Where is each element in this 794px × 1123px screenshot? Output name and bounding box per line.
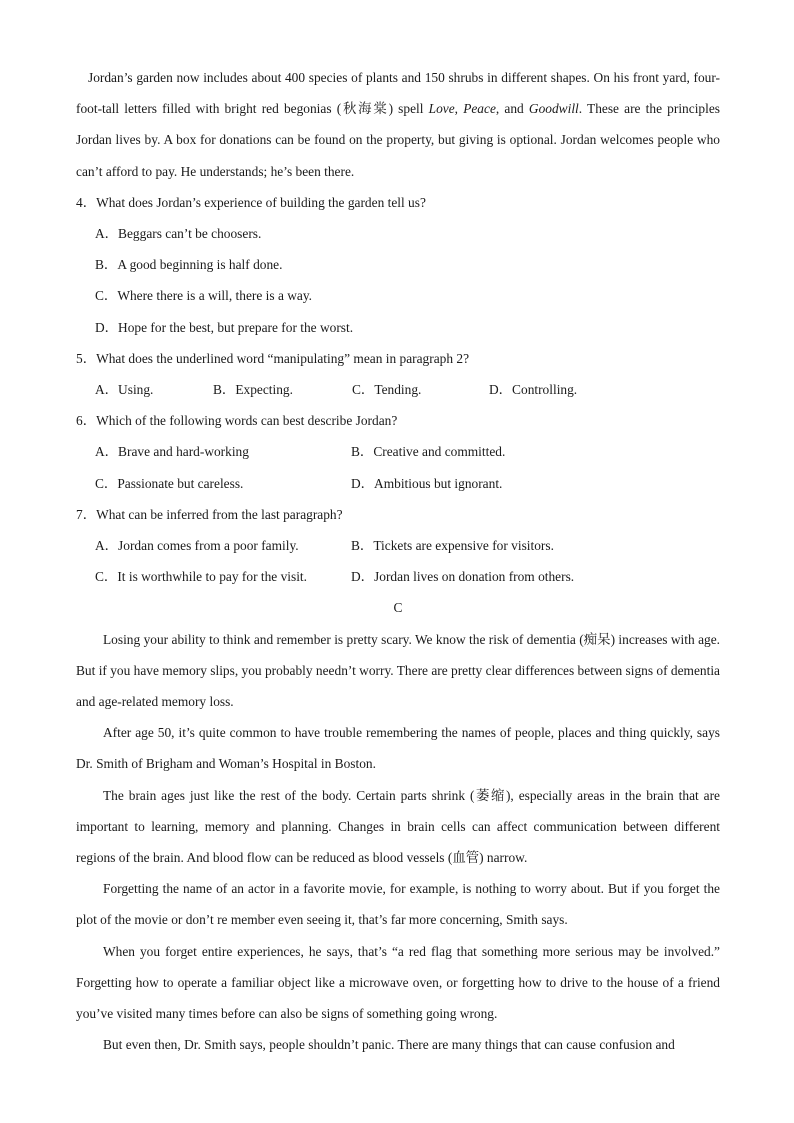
question-6-options-row-2 — [76, 468, 720, 499]
passage-paragraph-4: Forgetting the name of an actor in a favorite movie, for example, is nothing to worry about. But if you forget the plot of the movie or don’t re member even seeing it, that’s far more concerning, Smith says. — [76, 881, 720, 928]
question-5-option-c: C．Tending. — [352, 381, 422, 397]
document-page — [76, 62, 720, 1060]
question-7-option-a: A．Jordan comes from a poor family. — [95, 537, 299, 553]
question-6-option-d: D．Ambitious but ignorant. — [351, 475, 503, 491]
question-7-stem: 7．What can be inferred from the last paragraph? — [76, 506, 343, 522]
intro-separator-2: , and — [495, 101, 529, 117]
word-peace: Peace — [463, 101, 496, 117]
question-4-option-a: A．Beggars can’t be choosers. — [95, 226, 262, 242]
question-4-option-d: D．Hope for the best, but prepare for the worst. — [95, 319, 354, 335]
passage-paragraph-3: The brain ages just like the rest of the body. Certain parts shrink (萎缩), especially areas in the brain that are important to learning, memory and planning. Changes in brain cells can affect communication between different regions of the brain. And blood flow can be reduced as blood vessels (血管) narrow. — [76, 787, 720, 865]
question-6-stem: 6．Which of the following words can best describe Jordan? — [76, 413, 398, 429]
section-label: C — [393, 600, 403, 616]
question-7-options-row-1 — [76, 530, 720, 561]
question-5-option-d: D．Controlling. — [489, 381, 578, 397]
word-goodwill: Goodwill — [528, 101, 579, 117]
intro-paragraph — [76, 62, 720, 187]
passage-paragraph-5: When you forget entire experiences, he says, that’s “a red flag that something more serious may be involved.” Forgetting how to operate a familiar object like a microwave oven, or forgetting how to drive to the house of a friend you’ve visited many times before can also be signs of something going wrong. — [76, 943, 720, 1021]
question-6-option-b: B．Creative and committed. — [351, 444, 506, 460]
question-4-option-b: B．A good beginning is half done. — [95, 257, 283, 273]
question-5-option-a: A．Using. — [95, 381, 154, 397]
word-love: Love — [428, 101, 455, 117]
question-7-option-b: B．Tickets are expensive for visitors. — [351, 537, 554, 553]
question-7-option-c: C．It is worthwhile to pay for the visit. — [95, 569, 307, 585]
intro-separator-1: , — [454, 101, 464, 117]
question-6-option-c: C．Passionate but careless. — [95, 475, 244, 491]
question-4-option-c: C．Where there is a will, there is a way. — [95, 288, 313, 304]
passage-paragraph-6: But even then, Dr. Smith says, people shouldn’t panic. There are many things that can cause confusion and — [103, 1037, 675, 1053]
question-5-options — [76, 374, 720, 405]
question-5-option-b: B．Expecting. — [213, 381, 293, 397]
question-7-option-d: D．Jordan lives on donation from others. — [351, 569, 575, 585]
question-7-options-row-2 — [76, 561, 720, 592]
intro-text-part2: . These are the principles Jordan lives by. A box for donations can be found on the property, but giving is optional. Jordan welcomes people who can’t afford to pay. He understands; he’s been there. — [76, 101, 720, 179]
question-6-options-row-1 — [76, 436, 720, 467]
passage-paragraph-1: Losing your ability to think and remember is pretty scary. We know the risk of dementia (痴呆) increases with age. But if you have memory slips, you probably needn’t worry. There are pretty clear differences between signs of dementia and age-related memory loss. — [76, 631, 720, 709]
question-5-stem: 5．What does the underlined word “manipulating” mean in paragraph 2? — [76, 350, 470, 366]
intro-text-part1: Jordan’s garden now includes about 400 species of plants and 150 shrubs in different shapes. On his front yard, four-foot-tall letters filled with bright red begonias (秋海棠) spell — [76, 70, 720, 117]
passage-paragraph-2: After age 50, it’s quite common to have trouble remembering the names of people, places and thing quickly, says Dr. Smith of Brigham and Woman’s Hospital in Boston. — [76, 725, 720, 772]
question-6-option-a: A．Brave and hard-working — [95, 444, 249, 460]
question-4-stem: 4．What does Jordan’s experience of building the garden tell us? — [76, 194, 426, 210]
